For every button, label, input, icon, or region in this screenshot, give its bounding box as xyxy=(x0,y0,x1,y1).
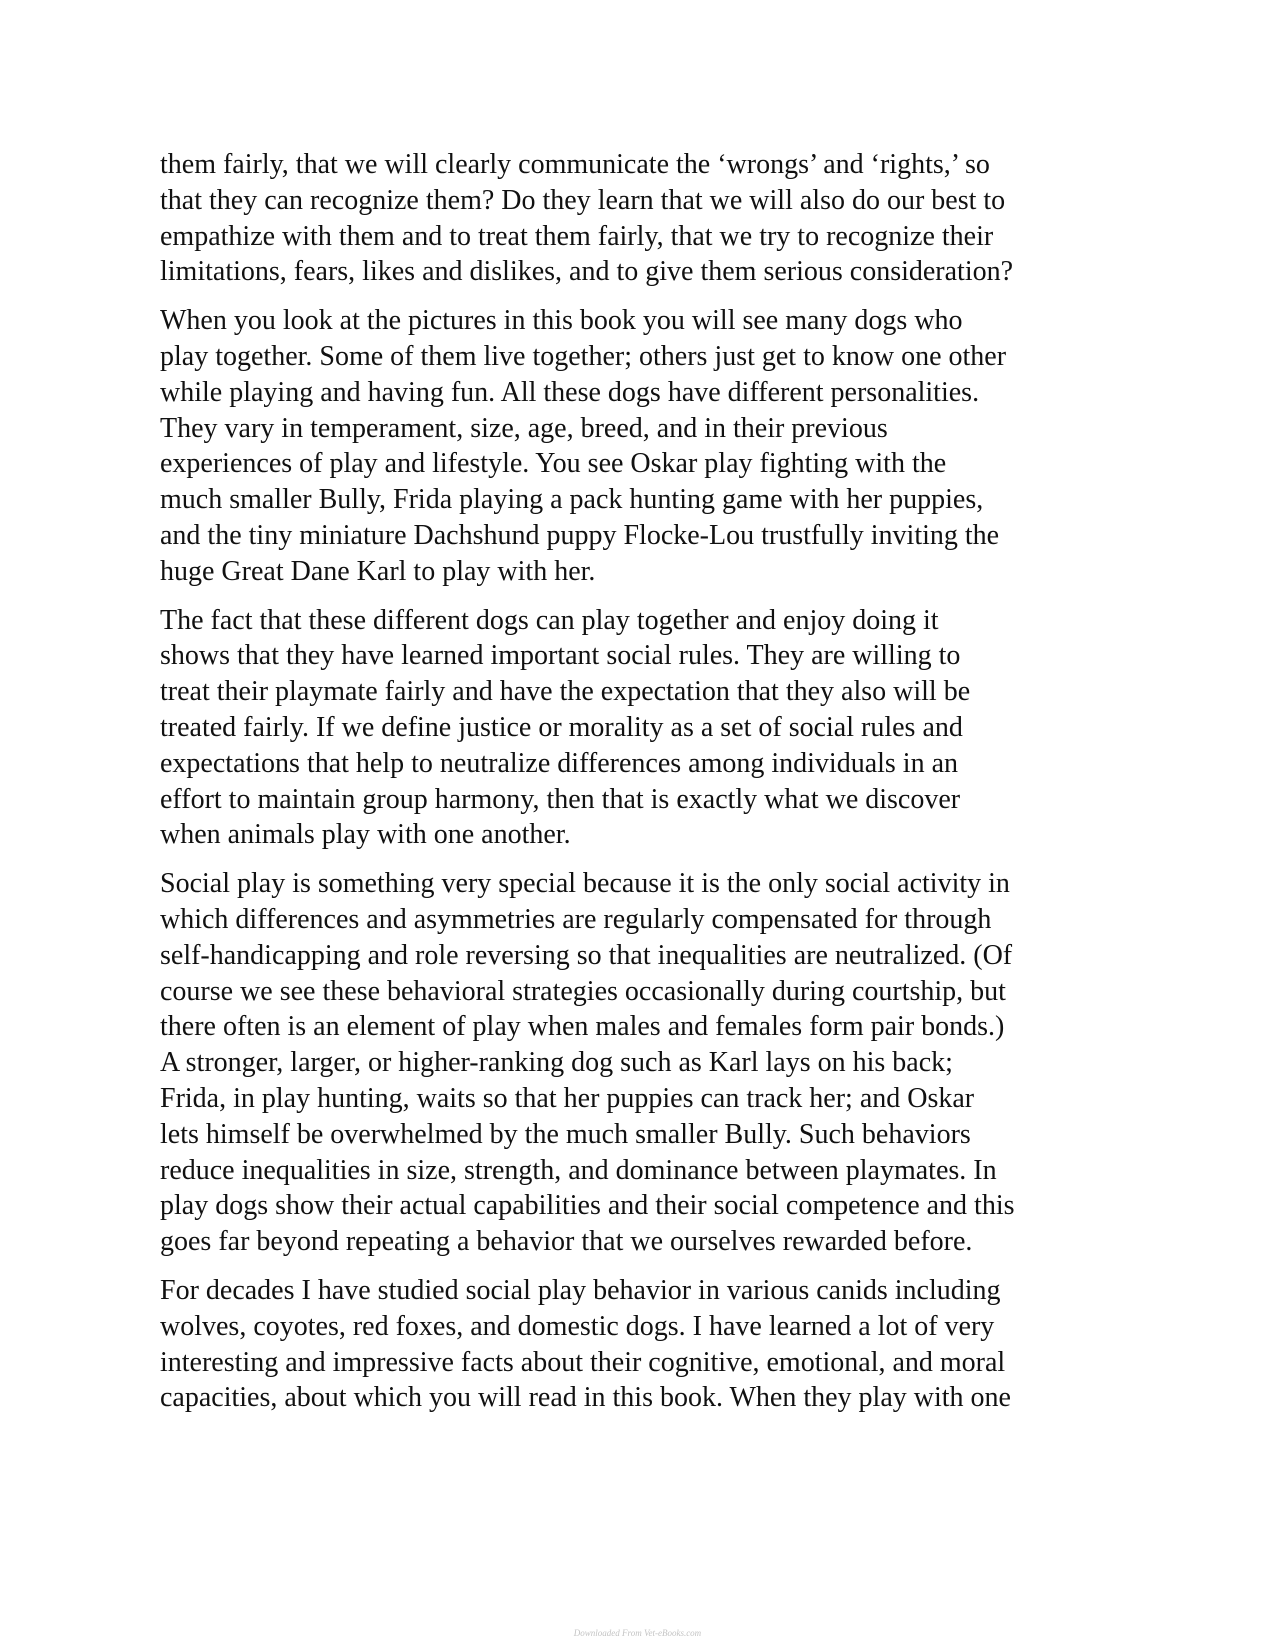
paragraph-3 xyxy=(160,603,1122,854)
document-body xyxy=(160,147,1122,1429)
text-line: when animals play with one another. xyxy=(160,819,571,851)
text-line: interesting and impressive facts about their cognitive, emotional, and moral xyxy=(160,1346,1006,1378)
text-line: wolves, coyotes, red foxes, and domestic dogs. I have learned a lot of very xyxy=(160,1310,995,1342)
text-line: limitations, fears, likes and dislikes, and to give them serious consideration? xyxy=(160,256,1014,288)
text-line: For decades I have studied social play behavior in various canids including xyxy=(160,1274,1001,1306)
text-line: A stronger, larger, or higher-ranking dog such as Karl lays on his back; xyxy=(160,1047,953,1079)
text-line: Frida, in play hunting, waits so that her puppies can track her; and Oskar xyxy=(160,1082,975,1114)
text-line: much smaller Bully, Frida playing a pack hunting game with her puppies, xyxy=(160,484,984,516)
text-line: experiences of play and lifestyle. You see Oskar play fighting with the xyxy=(160,448,947,480)
text-line: and the tiny miniature Dachshund puppy Flocke-Lou trustfully inviting the xyxy=(160,519,1000,551)
paragraph-1 xyxy=(160,147,1122,290)
text-line: lets himself be overwhelmed by the much smaller Bully. Such behaviors xyxy=(160,1118,971,1150)
paragraph-5 xyxy=(160,1273,1122,1416)
text-line: them fairly, that we will clearly communicate the ‘wrongs’ and ‘rights,’ so xyxy=(160,149,990,180)
text-line: while playing and having fun. All these dogs have different personalities. xyxy=(160,376,980,408)
text-line: When you look at the pictures in this book you will see many dogs who xyxy=(160,305,963,337)
text-line: there often is an element of play when males and females form pair bonds.) xyxy=(160,1011,1005,1043)
text-line: which differences and asymmetries are regularly compensated for through xyxy=(160,903,992,935)
text-line: Social play is something very special because it is the only social activity in xyxy=(160,868,1010,900)
text-line: that they can recognize them? Do they learn that we will also do our best to xyxy=(160,184,1006,216)
text-line: goes far beyond repeating a behavior that we ourselves rewarded before. xyxy=(160,1226,973,1258)
text-line: expectations that help to neutralize differences among individuals in an xyxy=(160,747,958,779)
text-line: play dogs show their actual capabilities and their social competence and this xyxy=(160,1190,1015,1222)
text-line: play together. Some of them live together; others just get to know one other xyxy=(160,340,1007,372)
text-line: self-handicapping and role reversing so that inequalities are neutralized. (Of xyxy=(160,939,1013,971)
text-line: treat their playmate fairly and have the expectation that they also will be xyxy=(160,676,971,708)
text-line: reduce inequalities in size, strength, and dominance between playmates. In xyxy=(160,1154,997,1186)
paragraph-4 xyxy=(160,866,1122,1260)
text-line: The fact that these different dogs can play together and enjoy doing it xyxy=(160,604,939,636)
text-line: huge Great Dane Karl to play with her. xyxy=(160,555,596,587)
text-line: shows that they have learned important social rules. They are willing to xyxy=(160,640,961,672)
text-line: treated fairly. If we define justice or morality as a set of social rules and xyxy=(160,711,963,743)
paragraph-2 xyxy=(160,303,1122,589)
download-watermark: Downloaded From Vet-eBooks.com xyxy=(573,1628,702,1638)
text-line: capacities, about which you will read in this book. When they play with one xyxy=(160,1382,1011,1414)
text-line: They vary in temperament, size, age, breed, and in their previous xyxy=(160,412,888,444)
text-line: effort to maintain group harmony, then that is exactly what we discover xyxy=(160,783,961,815)
text-line: course we see these behavioral strategies occasionally during courtship, but xyxy=(160,975,1006,1007)
text-line: empathize with them and to treat them fairly, that we try to recognize their xyxy=(160,220,994,252)
